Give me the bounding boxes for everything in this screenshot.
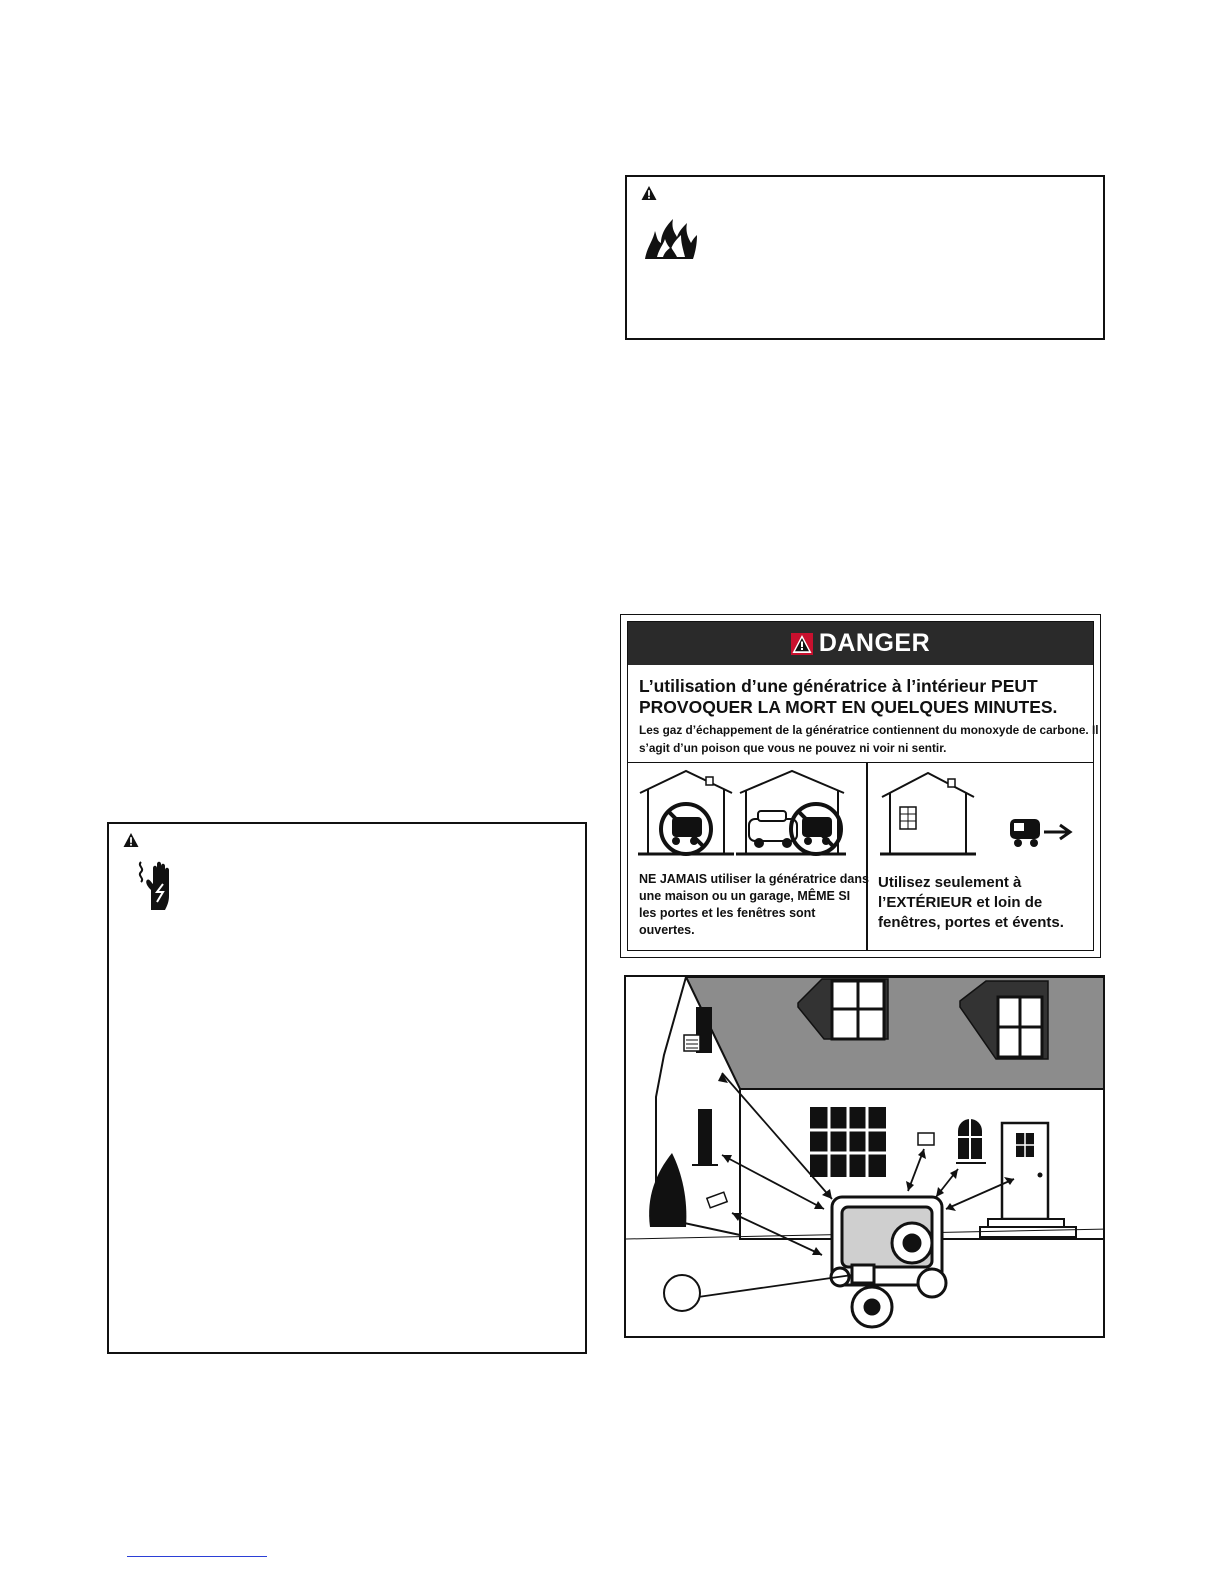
never-text-part-2: les portes et les fenêtres sont ouvertes. [639, 906, 816, 937]
danger-signal-word: DANGER [818, 629, 931, 657]
generator-placement-illustration [624, 975, 1105, 1338]
fire-warning-box [625, 175, 1105, 340]
danger-header [628, 622, 1093, 665]
never-indoors-text [639, 871, 869, 939]
footer-rule [127, 1556, 267, 1557]
never-text-part-1: utiliser la génératrice dans une maison ou un garage, [639, 872, 869, 903]
danger-triangle-icon [791, 633, 813, 655]
outside-text-part-2: et loin de fenêtres, portes et évents. [878, 894, 1064, 931]
house-with-generator-image [626, 977, 1105, 1338]
danger-panels [628, 762, 1093, 950]
outdoor-use-icon [880, 767, 1090, 863]
fire-icon [643, 217, 699, 261]
electric-shock-hand-icon [135, 860, 179, 912]
danger-subtext: Les gaz d’échappement de la génératrice contiennent du monoxyde de carbone. Il s’agit d’un poison que vous ne pouvez ni voir ni sentir. [639, 723, 1099, 755]
shock-warning-box [107, 822, 587, 1354]
outdoors-only-text [878, 873, 1098, 933]
even-if-emphasis: MÊME SI [797, 889, 851, 903]
outside-emphasis: EXTÉRIEUR [886, 894, 973, 911]
never-emphasis: NE JAMAIS [639, 872, 708, 886]
outside-text-part-1: Utilisez seulement à l’ [878, 874, 1022, 911]
never-indoors-panel [628, 763, 868, 950]
danger-label-frame [627, 621, 1099, 951]
warning-triangle-icon [123, 832, 139, 848]
warning-triangle-icon [641, 185, 657, 201]
danger-label [620, 614, 1101, 958]
prohibited-indoor-use-icon [636, 767, 862, 863]
danger-headline: L’utilisation d’une génératrice à l’intérieur PEUT PROVOQUER LA MORT EN QUELQUES MINUTES. [639, 676, 1058, 717]
outdoors-only-panel [870, 763, 1093, 950]
